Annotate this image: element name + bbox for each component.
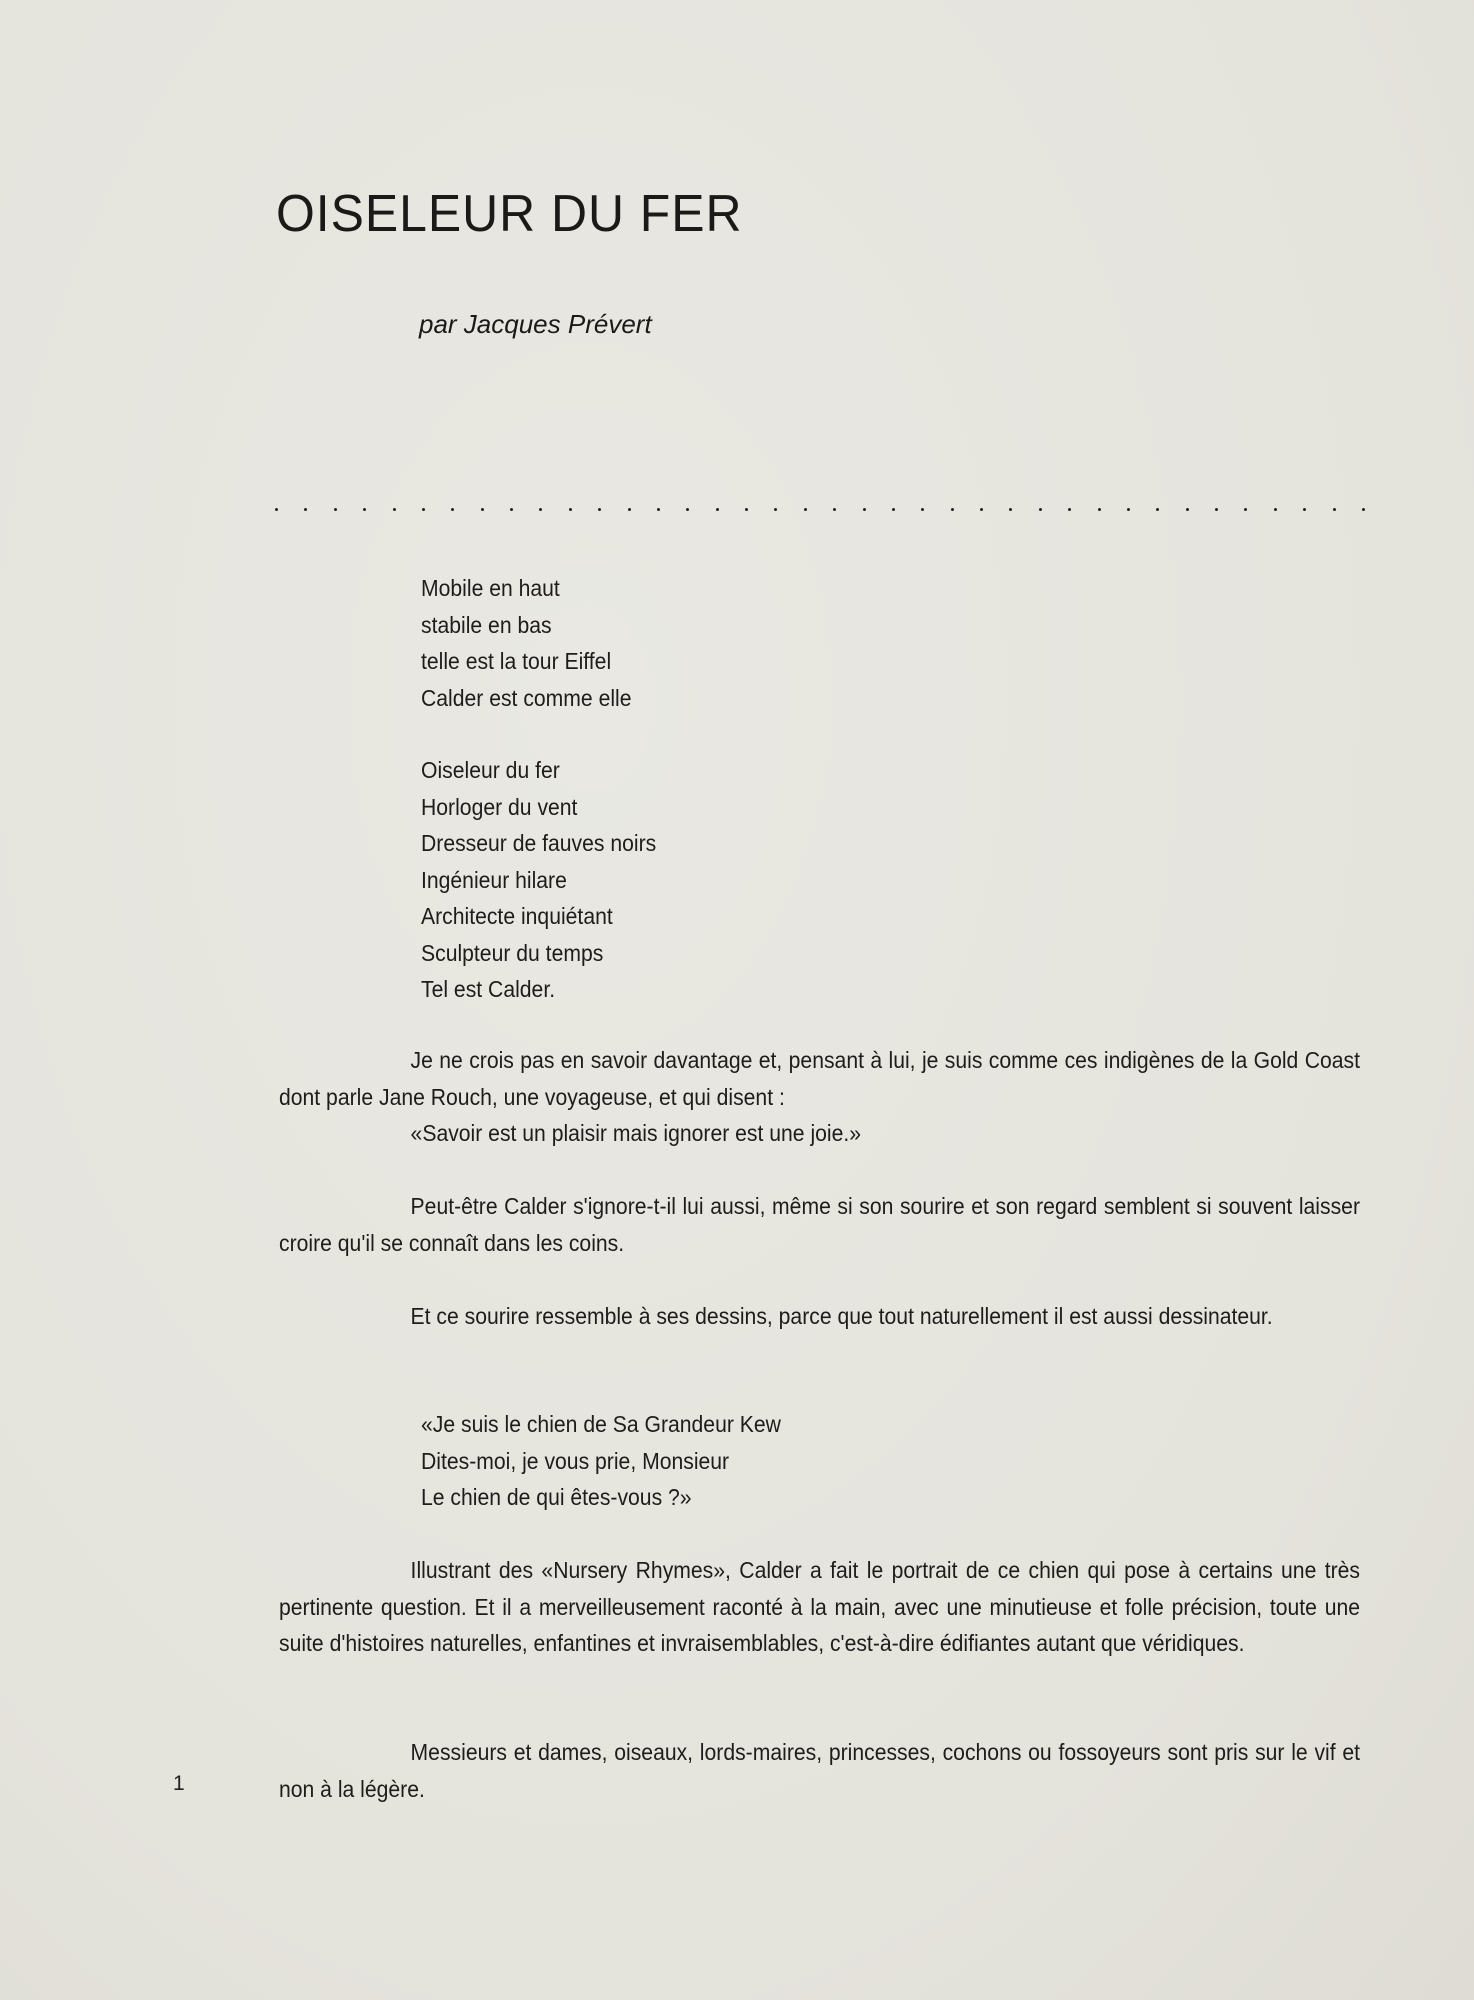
paragraph-text: Messieurs et dames, oiseaux, lords-maires, princesses, cochons ou fossoyeurs sont pris sur le vif et non à la légère. xyxy=(279,1739,1360,1802)
verse-line: telle est la tour Eiffel xyxy=(421,648,612,674)
separator-dot xyxy=(363,508,366,511)
separator-dot xyxy=(510,508,513,511)
separator-dot xyxy=(334,508,337,511)
author-byline: par Jacques Prévert xyxy=(419,309,652,339)
paragraph-nursery-rhymes xyxy=(279,1552,1360,1662)
separator-dot xyxy=(980,508,983,511)
verse-line: Horloger du vent xyxy=(421,793,578,820)
verse-line: Le chien de qui êtes-vous ?» xyxy=(421,1484,692,1510)
paragraph-peut-etre xyxy=(279,1188,1360,1261)
verse-line: Oiseleur du fer xyxy=(421,757,560,783)
separator-dot xyxy=(892,508,895,511)
paragraph-text: Peut-être Calder s'ignore-t-il lui aussi, même si son sourire et son regard semblent si souvent laisser croire qu'il se connaît dans les coins. xyxy=(279,1193,1360,1256)
separator-dot xyxy=(1244,508,1247,511)
separator-dot xyxy=(569,508,572,511)
separator-dot xyxy=(628,508,631,511)
separator-dot xyxy=(1362,508,1365,511)
paragraph-text: Et ce sourire ressemble à ses dessins, parce que tout naturellement il est aussi dessinateur. xyxy=(410,1303,1273,1329)
separator-dot xyxy=(393,508,396,511)
separator-dot xyxy=(1068,508,1071,511)
separator-dot xyxy=(657,508,660,511)
separator-dot xyxy=(1127,508,1130,511)
verse-stanza-2 xyxy=(421,752,656,1008)
separator-dot xyxy=(1333,508,1336,511)
paragraph-gold-coast xyxy=(279,1042,1360,1152)
separator-dot xyxy=(716,508,719,511)
separator-dot xyxy=(451,508,454,511)
page-title: OISELEUR DU FER xyxy=(276,185,743,243)
paragraph-text: Illustrant des «Nursery Rhymes», Calder a fait le portrait de ce chien qui pose à certains une très pertinente question. Et il a merveilleusement raconté à la main, avec une minutieuse et folle précision, toute une suite d'histoires naturelles, enfantines et invraisemblables, c'est-à-dire édifiantes autant que véridiques. xyxy=(279,1557,1360,1656)
separator-dot xyxy=(422,508,425,511)
separator-dot xyxy=(1215,508,1218,511)
separator-dot xyxy=(598,508,601,511)
separator-dot xyxy=(951,508,954,511)
verse-line: Dites-moi, je vous prie, Monsieur xyxy=(421,1447,730,1474)
paragraph-sourire xyxy=(279,1298,1360,1335)
dotted-separator xyxy=(275,502,1365,516)
verse-line: Dresseur de fauves noirs xyxy=(421,830,657,856)
separator-dot xyxy=(774,508,777,511)
verse-line: Architecte inquiétant xyxy=(421,903,613,929)
verse-stanza-3 xyxy=(421,1406,781,1516)
separator-dot xyxy=(745,508,748,511)
verse-line: stabile en bas xyxy=(421,611,552,638)
separator-dot xyxy=(275,508,278,511)
block-quote: «Savoir est un plaisir mais ignorer est une joie.» xyxy=(410,1120,862,1146)
verse-line: Tel est Calder. xyxy=(421,976,556,1002)
separator-dot xyxy=(1274,508,1277,511)
verse-line: Ingénieur hilare xyxy=(421,866,567,893)
verse-line: Calder est comme elle xyxy=(421,684,632,711)
verse-line: «Je suis le chien de Sa Grandeur Kew xyxy=(421,1411,781,1437)
separator-dot xyxy=(686,508,689,511)
paragraph-text: Je ne crois pas en savoir davantage et, pensant à lui, je suis comme ces indigènes de la Gold Coast dont parle Jane Rouch, une voyageuse, et qui disent : xyxy=(279,1047,1360,1110)
separator-dot xyxy=(481,508,484,511)
separator-dot xyxy=(304,508,307,511)
separator-dot xyxy=(1009,508,1012,511)
separator-dot xyxy=(1303,508,1306,511)
separator-dot xyxy=(1039,508,1042,511)
separator-dot xyxy=(1098,508,1101,511)
separator-dot xyxy=(921,508,924,511)
separator-dot xyxy=(863,508,866,511)
verse-line: Sculpteur du temps xyxy=(421,939,604,966)
separator-dot xyxy=(1156,508,1159,511)
separator-dot xyxy=(833,508,836,511)
separator-dot xyxy=(539,508,542,511)
page-number: 1 xyxy=(173,1772,185,1795)
verse-line: Mobile en haut xyxy=(421,575,560,601)
paragraph-messieurs xyxy=(279,1734,1360,1807)
separator-dot xyxy=(804,508,807,511)
verse-stanza-1 xyxy=(421,570,632,716)
separator-dot xyxy=(1186,508,1189,511)
